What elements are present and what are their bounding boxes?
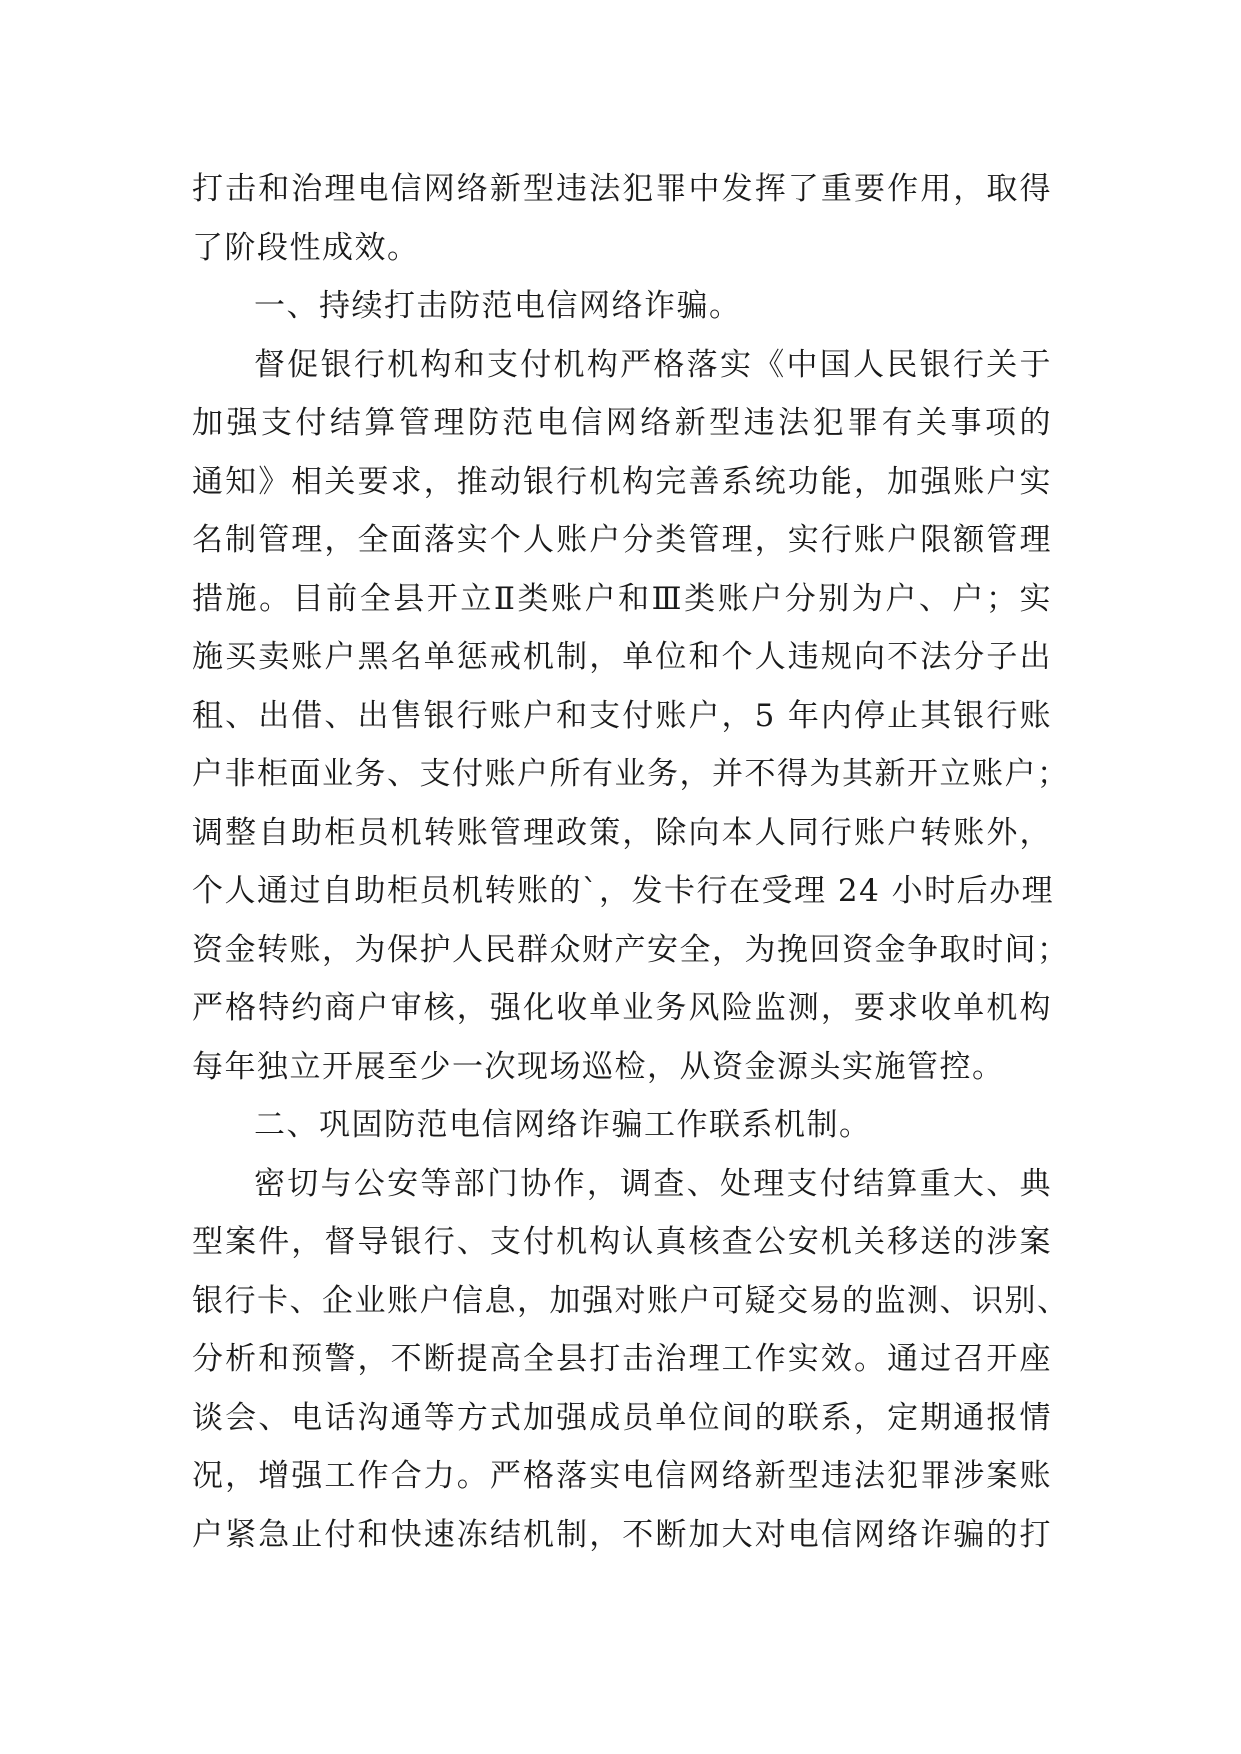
text-line: 名制管理，全面落实个人账户分类管理，实行账户限额管理: [192, 522, 1052, 558]
section-heading: 一、持续打击防范电信网络诈骗。: [254, 288, 742, 324]
text-line: 调整自助柜员机转账管理政策，除向本人同行账户转账外，: [192, 814, 1052, 851]
text-line: 谈会、电话沟通等方式加强成员单位间的联系，定期通报情: [192, 1399, 1052, 1436]
text-line: 了阶段性成效。: [192, 229, 420, 266]
text-line: 个人通过自助柜员机转账的`，发卡行在受理 24 小时后办理: [192, 873, 1055, 909]
paragraph-first-line: 密切与公安等部门协作，调查、处理支付结算重大、典: [254, 1165, 1052, 1202]
section-heading: 二、巩固防范电信网络诈骗工作联系机制。: [254, 1107, 872, 1143]
text-line: 通知》相关要求，推动银行机构完善系统功能，加强账户实: [192, 463, 1052, 500]
text-line: 施买卖账户黑名单惩戒机制，单位和个人违规向不法分子出: [192, 639, 1052, 675]
text-line: 措施。目前全县开立Ⅱ类账户和Ⅲ类账户分别为户、户；实: [192, 580, 1052, 617]
text-line: 户紧急止付和快速冻结机制，不断加大对电信网络诈骗的打: [192, 1516, 1052, 1553]
text-line: 加强支付结算管理防范电信网络新型违法犯罪有关事项的: [192, 405, 1052, 441]
text-line: 打击和治理电信网络新型违法犯罪中发挥了重要作用，取得: [192, 171, 1052, 207]
text-line: 每年独立开展至少一次现场巡检，从资金源头实施管控。: [192, 1048, 1005, 1085]
body-text: [192, 160, 1070, 1564]
paragraph-first-line: 督促银行机构和支付机构严格落实《中国人民银行关于: [254, 346, 1052, 383]
text-line: 型案件，督导银行、支付机构认真核查公安机关移送的涉案: [192, 1224, 1052, 1260]
text-line: 资金转账，为保护人民群众财产安全，为挽回资金争取时间；: [192, 931, 1070, 968]
text-line: 银行卡、企业账户信息，加强对账户可疑交易的监测、识别、: [192, 1282, 1070, 1319]
text-line: 户非柜面业务、支付账户所有业务，并不得为其新开立账户；: [192, 756, 1070, 792]
text-line: 严格特约商户审核，强化收单业务风险监测，要求收单机构: [192, 990, 1052, 1026]
text-line: 况，增强工作合力。严格落实电信网络新型违法犯罪涉案账: [192, 1458, 1052, 1494]
text-line: 租、出借、出售银行账户和支付账户，5 年内停止其银行账: [192, 697, 1052, 734]
text-line: 分析和预警，不断提高全县打击治理工作实效。通过召开座: [192, 1341, 1052, 1377]
